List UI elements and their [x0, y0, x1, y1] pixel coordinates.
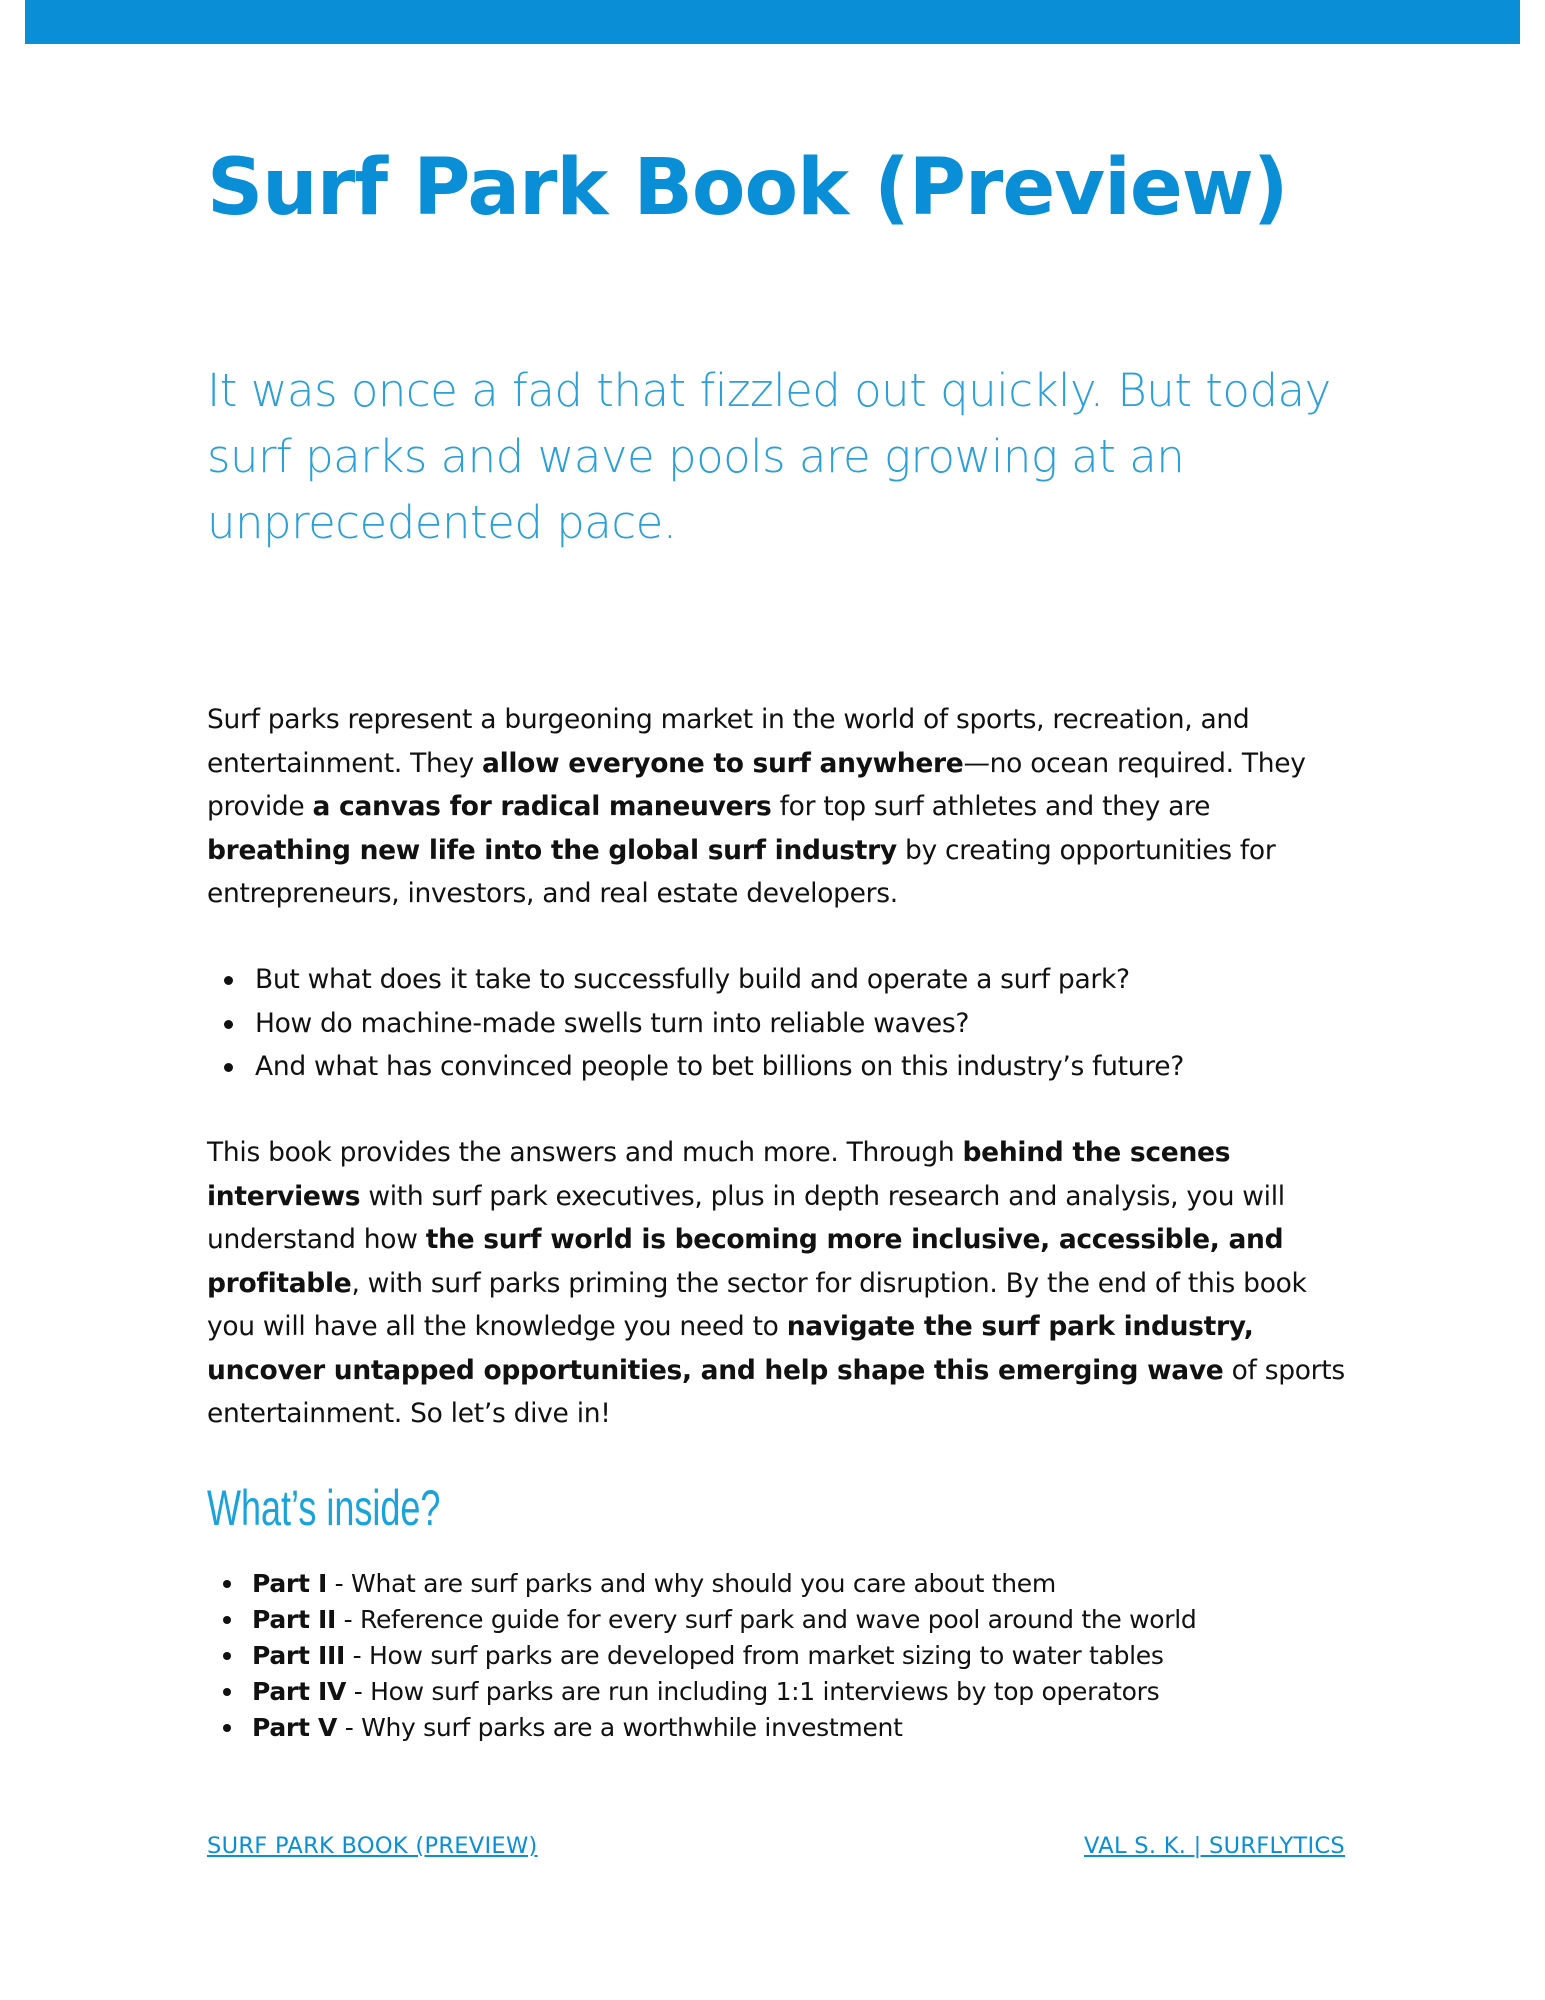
list-item: And what has convinced people to bet billions on this industry’s future?: [255, 1045, 1405, 1089]
page-title: Surf Park Book (Preview): [207, 143, 1288, 233]
list-item: Part III - How surf parks are developed from market sizing to water tables: [252, 1638, 1402, 1674]
list-item: But what does it take to successfully build and operate a surf park?: [255, 958, 1405, 1002]
list-item: Part II - Reference guide for every surf park and wave pool around the world: [252, 1602, 1402, 1638]
parts-list: [207, 1566, 1402, 1746]
list-item: Part I - What are surf parks and why should you care about them: [252, 1566, 1402, 1602]
footer-author-link[interactable]: VAL S. K. | SURFLYTICS: [1084, 1833, 1345, 1859]
list-item: How do machine-made swells turn into reliable waves?: [255, 1002, 1405, 1046]
top-accent-bar: [25, 0, 1520, 44]
intro-paragraph: Surf parks represent a burgeoning market in the world of sports, recreation, and entertainment. They allow everyone to surf anywhere—no ocean required. They provide a canvas for radical maneuvers for top surf athletes and they are breathing new life into the global surf industry by creating opportunities for entrepreneurs, investors, and real estate developers.: [207, 704, 1306, 909]
page-subtitle: It was once a fad that fizzled out quickly. But today surf parks and wave pools are growing at an unprecedented pace.: [207, 364, 1331, 549]
questions-list: [207, 958, 1405, 1089]
whats-inside-heading: What’s inside?: [207, 1480, 441, 1536]
answer-paragraph: This book provides the answers and much more. Through behind the scenes interviews with surf park executives, plus in depth research and analysis, you will understand how the surf world is becoming more inclusive, accessible, and profitable, with surf parks priming the sector for disruption. By the end of this book you will have all the knowledge you need to navigate the surf park industry, uncover untapped opportunities, and help shape this emerging wave of sports entertainment. So let’s dive in!: [207, 1137, 1345, 1429]
list-item: Part V - Why surf parks are a worthwhile investment: [252, 1710, 1402, 1746]
footer-book-link[interactable]: SURF PARK BOOK (PREVIEW): [207, 1833, 538, 1859]
list-item: Part IV - How surf parks are run including 1:1 interviews by top operators: [252, 1674, 1402, 1710]
